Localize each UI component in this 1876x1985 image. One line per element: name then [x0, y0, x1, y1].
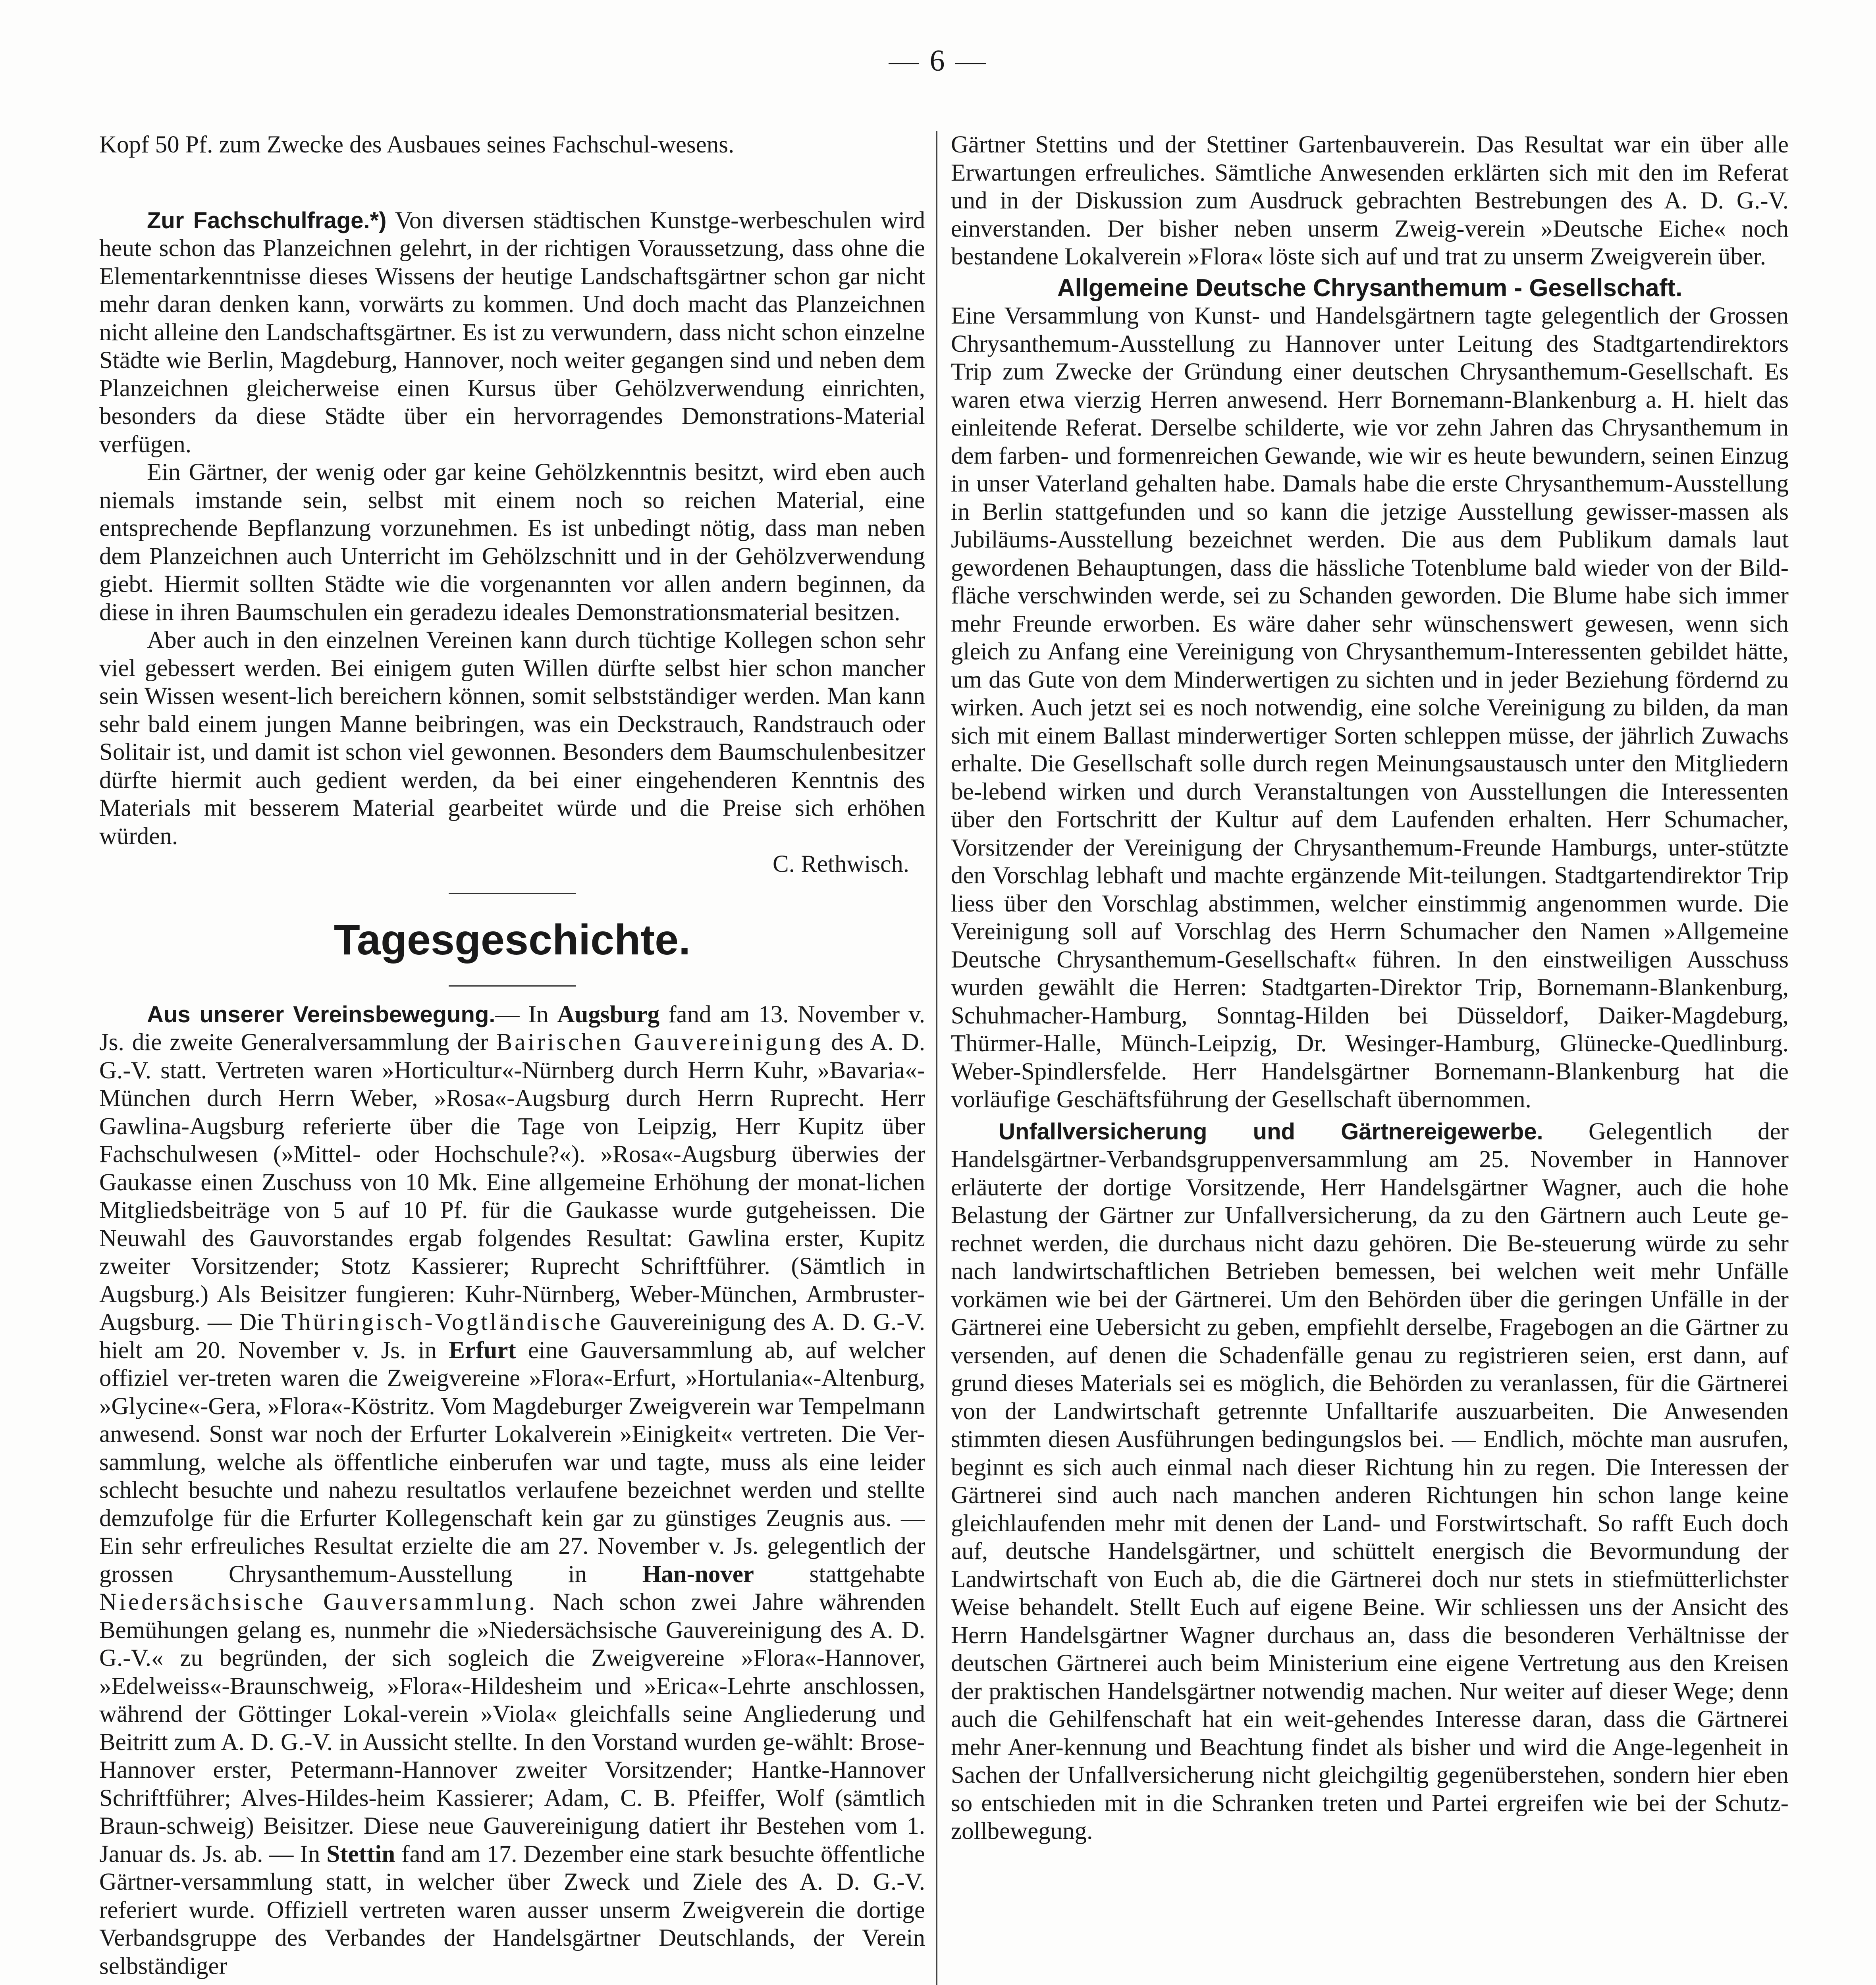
article-fachschulfrage — [99, 207, 925, 459]
paragraph-gehoelzkenntnis: Ein Gärtner, der wenig oder gar keine Gehölzkenntnis besitzt, wird eben auch niemals imstande sein, selbst mit einem noch so reichen Material, eine entsprechende Bepflanzung vorzunehmen. Es ist unbedingt nötig, dass man neben dem Planzeichnen auch Unterricht im Gehölzschnitt und in der Gehölzverwendung giebt. Hiermit sollten Städte wie die vorgenannten vor allen andern beginnen, da diese in ihren Baumschulen ein geradezu ideales Demonstrationsmaterial besitzen. — [99, 459, 925, 626]
article-unfallversicherung — [951, 1118, 1789, 1846]
text-run: Nach schon zwei Jahre währenden Bemühungen gelang es, nunmehr die »Niedersächsische Gauvereinigung des A. D. G.-V.« zu begründen, der sich sogleich die Zweigvereine »Flora«-Hannover, »Edelweiss«-Braunschweig, »Flora«-Hildesheim und »Erica«-Lehrte anschlossen, während der Göttinger Lokal-verein »Viola« gleichfalls seine Angliederung und Beitritt zum A. D. G.-V. in Aussicht stellte. In den Vorstand wurden ge-wählt: Brose-Hannover erster, Petermann-Hannover zweiter Vorsitzender; Hantke-Hannover Schriftführer; Alves-Hildes-heim Kassierer; Adam, C. B. Pfeiffer, Wolf (sämtlich Braun-schweig) Beisitzer. Diese neue Gauvereinigung datiert ihr Bestehen vom 1. Januar ds. Js. ab. — In — [99, 1589, 925, 1867]
name-thueringisch: Thüringisch-Vogtländische — [281, 1309, 603, 1336]
divider — [449, 893, 576, 894]
heading-fachschulfrage: Zur Fachschulfrage.*) — [147, 207, 387, 233]
heading-vereinsbewegung: Aus unserer Vereinsbewegung. — [147, 1001, 496, 1027]
text-run: eine Gauversammlung ab, auf welcher offiziel ver-treten waren die Zweigvereine »Flora«-Erfurt, »Hortulania«-Altenburg, »Glycine«-Gera, »Flora«-Köstritz. Vom Magdeburger Zweigverein war Tempelmann anwesend. Sonst war noch der Erfurter Lokalverein »Einigkeit« vertreten. Die Ver-sammlung, welche als öffentliche einberufen war und tagte, muss als eine leider schlecht besuchte und nahezu resultatlos verlaufene bezeichnet werden und stellte demzufolge für die Erfurter Kollegenschaft kein gar zu günstiges Zeugnis aus. — Ein sehr erfreuliches Resultat erzielte die am 27. November v. Js. gelegentlich der grossen Chrysanthemum-Ausstellung in — [99, 1337, 925, 1588]
place-augsburg: Augsburg — [557, 1001, 660, 1028]
heading-unfallversicherung: Unfallversicherung und Gärtnereigewerbe. — [999, 1118, 1543, 1145]
column-divider — [936, 131, 937, 1985]
place-erfurt: Erfurt — [449, 1337, 516, 1364]
text-run: des A. D. G.-V. statt. Vertreten waren »Horticultur«-Nürnberg durch Herrn Kuhr, »Bavaria«-München durch Herrn Weber, »Rosa«-Augsburg durch Herrn Ruprecht. Herr Gawlina-Augsburg referierte über die Tage von Leipzig, Herr Kupitz über Fachschulwesen (»Mittel- oder Hochschule?«). »Rosa«-Augsburg überwies der Gaukasse einen Zuschuss von 10 Mk. Eine allgemeine Erhöhung der monat-lichen Mitgliedsbeiträge von 5 auf 10 Pf. für die Gaukasse wurde gutgeheissen. Die Neuwahl des Gauvorstandes ergab folgendes Resultat: Gawlina erster, Kupitz zweiter Vorsitzender; Stotz Kassierer; Ruprecht Schriftführer. (Sämtlich in Augsburg.) Als Beisitzer fungieren: Kuhr-Nürnberg, Weber-München, Armbruster-Augsburg. — Die — [99, 1029, 925, 1336]
name-niedersaechsische: Niedersächsische Gauversammlung. — [99, 1589, 538, 1615]
section-title: Tagesgeschichte. — [334, 915, 691, 964]
right-column — [951, 131, 1789, 1985]
paragraph-chrysanthemum: Eine Versammlung von Kunst- und Handelsgärtnern tagte gelegentlich der Grossen Chrysanthemum-Ausstellung zu Hannover unter Leitung des Stadtgartendirektors Trip zum Zwecke der Gründung einer deutschen Chrysanthemum-Gesellschaft. Es waren etwa vierzig Herren anwesend. Herr Bornemann-Blankenburg a. H. hielt das einleitende Referat. Derselbe schilderte, wie vor zehn Jahren das Chrysanthemum in dem farben- und formenreichen Gewande, wie wir es heute bewundern, seinen Einzug in unser Vaterland gehalten habe. Damals habe die erste Chrysanthemum-Ausstellung in Berlin stattgefunden und so kann die jetzige Ausstellung gewisser-massen als Jubiläums-Ausstellung bezeichnet werden. Die aus dem Publikum damals laut gewordenen Behauptungen, dass die hässliche Totenblume bald wieder von der Bild-fläche verschwinden werde, sei zu Schanden geworden. Die Blume habe sich immer mehr Freunde erworben. Es wäre daher sehr wünschenswert gewesen, wenn sich gleich zu Anfang eine Vereinigung von Chrysanthemum-Interessenten gebildet hätte, um das Gute von dem Minderwertigen zu sichten und in jeder Beziehung fördernd zu wirken. Auch jetzt sei es noch notwendig, eine solche Vereinigung zu bilden, da man sich mit einem Ballast minderwertiger Sorten schleppen müsse, der jährlich Zuwachs erhalte. Die Gesellschaft solle durch regen Meinungsaustausch unter den Mitgliedern be-lebend wirken und durch Veranstaltungen von Ausstellungen die Interessenten über den Fortschritt der Kultur auf dem Laufenden erhalten. Herr Schumacher, Vorsitzender der Vereinigung der Chrysanthemum-Freunde Hamburgs, unter-stützte den Vorschlag lebhaft und machte ergänzende Mit-teilungen. Stadtgartendirektor Trip liess über den Vorschlag abstimmen, welcher einstimmig angenommen wurde. Die Vereinigung soll auf Vorschlag des Herrn Schumacher den Namen »Allgemeine Deutsche Chrysanthemum-Gesellschaft« führen. In den einstweiligen Ausschuss wurden gewählt die Herren: Stadtgarten-Direktor Trip, Bornemann-Blankenburg, Schuhmacher-Hamburg, Sonntag-Hilden bei Düsseldorf, Daiker-Magdeburg, Thürmer-Halle, Münch-Leipzig, Dr. Wesinger-Hamburg, Glünecke-Quedlinburg. Weber-Spindlersfelde. Herr Handelsgärtner Bornemann-Blankenburg hat die vorläufige Geschäftsführung der Gesellschaft übernommen. — [951, 303, 1789, 1113]
spacer — [99, 159, 925, 207]
paragraph-unfallversicherung: Gelegentlich der Handelsgärtner-Verbandsgruppenversammlung am 25. November in Hannover erläuterte der dortige Vorsitzende, Herr Handelsgärtner Wagner, auch die hohe Belastung der Gärtner zur Unfallversicherung, da zu den Gärtnern auch Leute ge-rechnet werden, die durchaus nicht dazu gehören. Die Be-steuerung würde zu sehr nach landwirtschaftlichen Betrieben bemessen, bei welchen weit mehr Unfälle vorkämen wie bei der Gärtnerei. Um den Behörden über die geringen Unfälle in der Gärtnerei eine Uebersicht zu geben, empfiehlt derselbe, Fragebogen an die Gärtner zu versenden, auf denen die Schadenfälle genau zu registrieren seien, erst dann, auf grund dieses Materials sei es möglich, die Behörden zu veranlassen, für die Gärtnerei von der Landwirtschaft getrennte Unfalltarife auszuarbeiten. Die Anwesenden stimmten diesen Ausführungen bedingungslos bei. — Endlich, möchte man ausrufen, beginnt es sich auch einmal nach dieser Richtung hin zu regen. Die Interessen der Gärtnerei sind auch nach manchen anderen Richtungen hin schon lange keine gleichlaufenden mehr mit denen der Land- und Forstwirtschaft. So rafft Euch doch auf, deutsche Handelsgärtner, und schüttelt energisch die Bevormundung der Landwirtschaft von Euch ab, die die Gärtnerei doch nur stets in stiefmütterlichster Weise behandelt. Stellt Euch auf eigene Beine. Wir schliessen uns der Ansicht des Herrn Handelsgärtner Wagner durchaus an, dass die besonderen Verhältnisse der deutschen Gärtnerei auch beim Ministerium eine eigene Vertretung aus den Kreisen der praktischen Handelsgärtner notwendig machen. Nur weiter auf dieser Wege; denn auch die Gehilfenschaft hat ein weit-gehendes Interesse daran, dass die Gärtnerei mehr Aner-kennung und Beachtung findet als bisher und wird die Ange-legenheit in Sachen der Unfallversicherung nicht gleichgiltig gegenüberstehen, sondern hier eben so entschieden mit in die Schranken treten und Partei ergreifen wie bei der Schutz-zollbewegung. — [951, 1118, 1789, 1844]
text-run: fand am 17. Dezember eine stark besuchte öffentliche Gärtner-versammlung statt, in welcher über Zweck und Ziele des A. D. G.-V. referiert wurde. Offiziell vertreten waren ausser unserm Zweigverein die dortige Verbandsgruppe des Verbandes der Handelsgärtner Deutschlands, der Verein selbständiger — [99, 1840, 925, 1979]
paragraph-planzeichnen: Von diversen städtischen Kunstge-werbeschulen wird heute schon das Planzeichnen gelehrt, in der richtigen Voraussetzung, dass ohne die Elementarkenntnisse dieses Wissens der heutige Landschaftsgärtner schon gar nicht mehr daran denken kann, vorwärts zu kommen. Und doch macht das Planzeichnen nicht alleine den Landschaftsgärtner. Es ist zu verwundern, dass nicht schon einzelne Städte wie Berlin, Magdeburg, Hannover, noch weiter gegangen sind und neben dem Planzeichnen gleicherweise einen Kursus über Gehölzverwendung einrichten, besonders da diese Städte über ein hervorragendes Demonstrations-Material verfügen. — [99, 207, 925, 458]
paragraph-fachschul-intro: Kopf 50 Pf. zum Zwecke des Ausbaues seines Fachschul-wesens. — [99, 131, 735, 158]
heading-chrysanthemum: Allgemeine Deutsche Chrysanthemum - Gesellschaft. — [1057, 274, 1683, 302]
place-stettin: Stettin — [326, 1840, 395, 1867]
page-number: — 6 — — [889, 44, 987, 77]
divider — [449, 985, 576, 987]
article-vereinsbewegung — [99, 1001, 925, 1981]
text-run: — In — [495, 1001, 557, 1028]
text-run: fand am 13. November v. Js. die zweite Generalversammlung der — [99, 1001, 925, 1056]
text-run: Gauvereinigung des A. D. G.-V. hielt am 20. November v. Js. in — [99, 1309, 925, 1364]
signature: C. Rethwisch. — [773, 851, 909, 877]
name-bairische-gauvereinigung: Bairischen Gauvereinigung — [496, 1029, 823, 1056]
text-run: stattgehabte — [754, 1561, 925, 1588]
paragraph-vereine: Aber auch in den einzelnen Vereinen kann durch tüchtige Kollegen schon sehr viel gebessert werden. Bei einigem guten Willen dürfte selbst hier schon mancher sein Wissen wesent-lich bereichern können, somit selbstständiger werden. Man kann sehr bald einem jungen Manne beibringen, was ein Deckstrauch, Randstrauch oder Solitair ist, und damit ist schon viel gewonnen. Besonders dem Baumschulenbesitzer dürfte hiermit auch gedient werden, da bei einer eingehenderen Kenntnis des Materials mit besserem Material gearbeitet würde und die Preise sich erhöhen würden. — [99, 627, 925, 850]
place-hannover: Han-nover — [642, 1561, 754, 1588]
paragraph-stettin-cont: Gärtner Stettins und der Stettiner Gartenbauverein. Das Resultat war ein über alle Erwartungen erfreuliches. Sämtliche Anwesenden erklärten sich mit den im Referat und in der Diskussion zum Ausdruck gebrachten Bestrebungen des A. D. G.-V. einverstanden. Der bisher neben unserm Zweig-verein »Deutsche Eiche« noch bestandene Lokalverein »Flora« löste sich auf und trat zu unserm Zweigverein über. — [951, 131, 1789, 270]
left-column — [99, 131, 925, 1985]
